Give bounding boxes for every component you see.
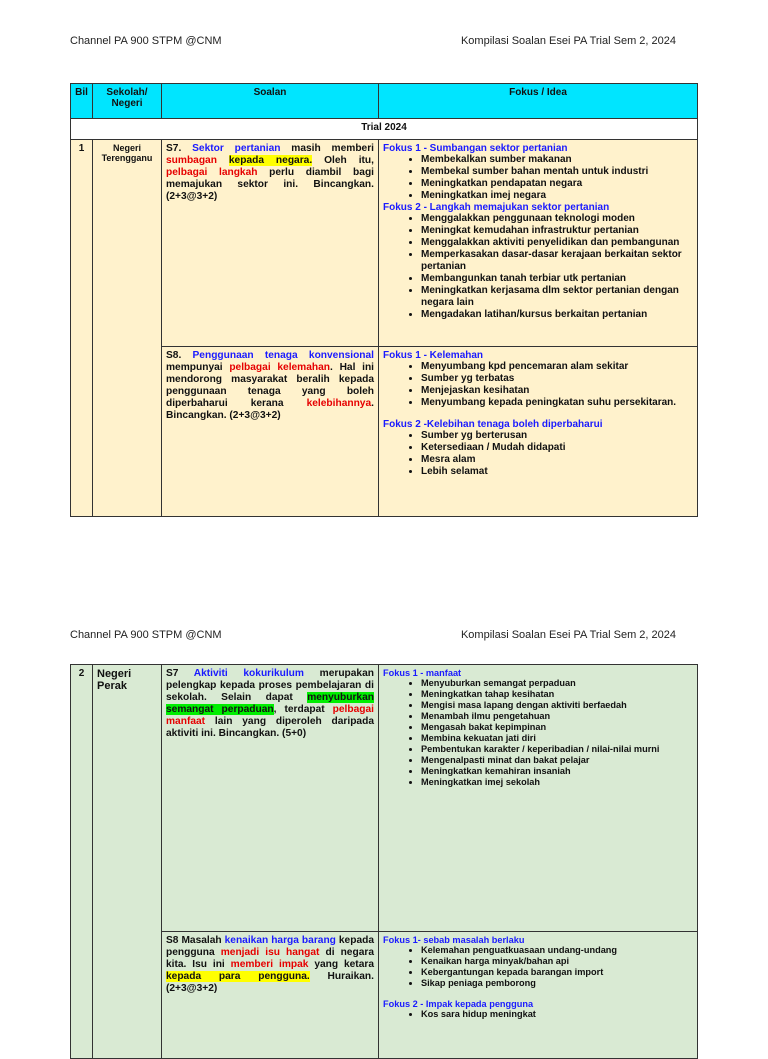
fokus-title: Fokus 2 -Kelebihan tenaga boleh diperbaharui [383,419,603,430]
fokus-point: • Meningkatkan kemahiran insaniah [421,766,693,777]
fokus-point: • Sumber yg terbatas [421,373,693,385]
question-text-segment: , terdapat [273,704,333,715]
question-text-segment: Aktiviti [193,668,228,679]
question-text-segment: kepada pengguna [166,935,374,958]
fokus-point: • Membangunkan tanah terbiar utk pertanian [421,273,693,285]
question-text-segment: kepada para pengguna. [166,971,310,982]
table-row [71,347,698,517]
question-text-segment: S8. [166,350,193,361]
fokus-point: • Menggalakkan penggunaan teknologi moden [421,213,693,225]
negeri-cell: Negeri Perak [93,665,162,1059]
fokus-point: • Menambah ilmu pengetahuan [421,711,693,722]
question-text-segment: mempunyai [166,362,230,373]
header-sekolah: Sekolah/ Negeri [93,84,162,119]
fokus-point: • Lebih selamat [421,466,693,478]
fokus-points-list [383,678,693,788]
question-text-segment: kenaikan harga barang [224,935,336,946]
header-right: Kompilasi Soalan Esei PA Trial Sem 2, 2024 [460,629,676,641]
soalan-cell [162,932,379,1059]
soalan-cell [162,347,379,517]
fokus-points-list [383,154,693,202]
fokus-cell [379,347,698,517]
question-text-segment: memberi impak [230,959,309,970]
fokus-point: • Meningkatkan pendapatan negara [421,178,693,190]
fokus-title: Fokus 1 - manfaat [383,668,462,678]
negeri-cell: Negeri Terengganu [93,140,162,517]
trial-label: Trial 2024 [71,119,698,140]
question-text-segment: Huraikan.(2+3@3+2) [166,971,374,994]
fokus-point: • Kenaikan harga minyak/bahan api [421,956,693,967]
fokus-point: • Mengadakan latihan/kursus berkaitan pertanian [421,309,693,321]
fokus-point: • Mengisi masa lapang dengan aktiviti berfaedah [421,700,693,711]
fokus-point: • Meningkatkan imej negara [421,190,693,202]
fokus-point: • Meningkat kemudahan infrastruktur pertanian [421,225,693,237]
question-text-segment: S7. [166,143,193,154]
soalan-cell [162,140,379,347]
question-text-segment: S7 [166,668,194,679]
fokus-cell [379,665,698,932]
fokus-title: Fokus 2 - Langkah memajukan sektor pertanian [383,202,610,213]
question-text-segment: sumbagan [166,155,217,166]
question-text-segment: lain yang diperoleh daripada aktiviti ini. Bincangkan. (5+0) [166,716,374,739]
header-left: Channel PA 900 STPM @CNM [70,35,222,47]
question-text-segment: masih memberi [280,143,374,154]
bil-cell: 1 [71,140,93,517]
fokus-points-list [383,430,693,478]
page-header-1 [70,35,676,49]
fokus-point: • Sikap peniaga pemborong [421,978,693,989]
fokus-title: Fokus 1- sebab masalah berlaku [383,935,525,945]
fokus-point: • Kebergantungan kepada barangan import [421,967,693,978]
spacer [383,989,693,999]
fokus-point: • Membekalkan sumber makanan [421,154,693,166]
question-text-segment: Penggunaan tenaga konvensional [192,350,375,361]
question-text-segment: di negara kita. Isu ini [166,947,374,970]
fokus-cell [379,140,698,347]
question-text-segment: pelbagai kelemahan [229,362,331,373]
question-text-segment [217,155,229,166]
fokus-points-list [383,213,693,321]
question-text-segment: S8 Masalah [166,935,225,946]
fokus-point: • Mengasah bakat kepimpinan [421,722,693,733]
bil-cell: 2 [71,665,93,1059]
fokus-point: • Kelemahan penguatkuasaan undang-undang [421,945,693,956]
fokus-point: • Ketersediaan / Mudah didapati [421,442,693,454]
essay-table-page-1 [70,83,698,517]
question-text-segment: pelbagai langkah [166,167,258,178]
header-right: Kompilasi Soalan Esei PA Trial Sem 2, 2024 [460,35,676,47]
fokus-point: • Meningkatkan imej sekolah [421,777,693,788]
fokus-point: • Menyumbang kepada peningkatan suhu persekitaran. [421,397,693,409]
question-text-segment: menjadi isu hangat [220,947,320,958]
table-row [71,140,698,347]
fokus-point: • Mesra alam [421,454,693,466]
header-soalan: Soalan [162,84,379,119]
fokus-point: • Sumber yg berterusan [421,430,693,442]
question-text-segment: . Bincangkan. (2+3@3+2) [166,398,374,421]
fokus-point: • Pembentukan karakter / keperibadian / nilai-nilai murni [421,744,693,755]
table-row [71,932,698,1059]
fokus-title: Fokus 1 - Sumbangan sektor pertanian [383,143,568,154]
question-text-segment: pelbagai manfaat [166,704,374,727]
question-text-segment: menyuburkan semangat perpaduan [166,692,374,715]
question-text-segment: . Hal ini mendorong masyarakat beralih kepada penggunaan tenaga yang boleh diperbaharui kerana [166,362,375,409]
fokus-point: • Meningkatkan tahap kesihatan [421,689,693,700]
question-text-segment: Oleh itu, [312,155,374,166]
fokus-point: • Meningkatkan kerjasama dlm sektor pertanian dengan negara lain [421,285,693,309]
trial-row [71,119,698,140]
fokus-point: • Mengenalpasti minat dan bakat pelajar [421,755,693,766]
essay-table-page-2 [70,664,698,1059]
question-text-segment: Sektor pertanian [192,143,281,154]
question-text-segment: perlu diambil bagi memajukan sektor ini. Bincangkan. (2+3@3+2) [166,167,374,202]
fokus-title: Fokus 2 - Impak kepada pengguna [383,999,534,1009]
page-header-2 [70,629,676,643]
table-header-row [71,84,698,119]
fokus-point: • Membina kekuatan jati diri [421,733,693,744]
question-text-segment: merupakan pelengkap kepada proses pembelajaran di sekolah. Selain dapat [166,668,374,703]
header-bil: Bil [71,84,93,119]
fokus-point: • Kos sara hidup meningkat [421,1009,693,1020]
header-fokus: Fokus / Idea [379,84,698,119]
fokus-points-list [383,1009,693,1020]
soalan-cell [162,665,379,932]
fokus-point: • Menjejaskan kesihatan [421,385,693,397]
question-text-segment [228,668,244,679]
question-text-segment: kokurikulum [243,668,304,679]
fokus-point: • Membekal sumber bahan mentah untuk industri [421,166,693,178]
fokus-title: Fokus 1 - Kelemahan [383,350,484,361]
table-row [71,665,698,932]
fokus-points-list [383,945,693,989]
fokus-point: • Memperkasakan dasar-dasar kerajaan berkaitan sektor pertanian [421,249,693,273]
question-text-segment: kelebihannya [306,398,372,409]
spacer [383,409,693,419]
header-left: Channel PA 900 STPM @CNM [70,629,222,641]
question-text-segment: kepada negara. [228,155,313,166]
fokus-cell [379,932,698,1059]
fokus-point: • Menyuburkan semangat perpaduan [421,678,693,689]
fokus-point: • Menyumbang kpd pencemaran alam sekitar [421,361,693,373]
fokus-points-list [383,361,693,409]
fokus-point: • Menggalakkan aktiviti penyelidikan dan pembangunan [421,237,693,249]
question-text-segment: yang ketara [308,959,374,970]
